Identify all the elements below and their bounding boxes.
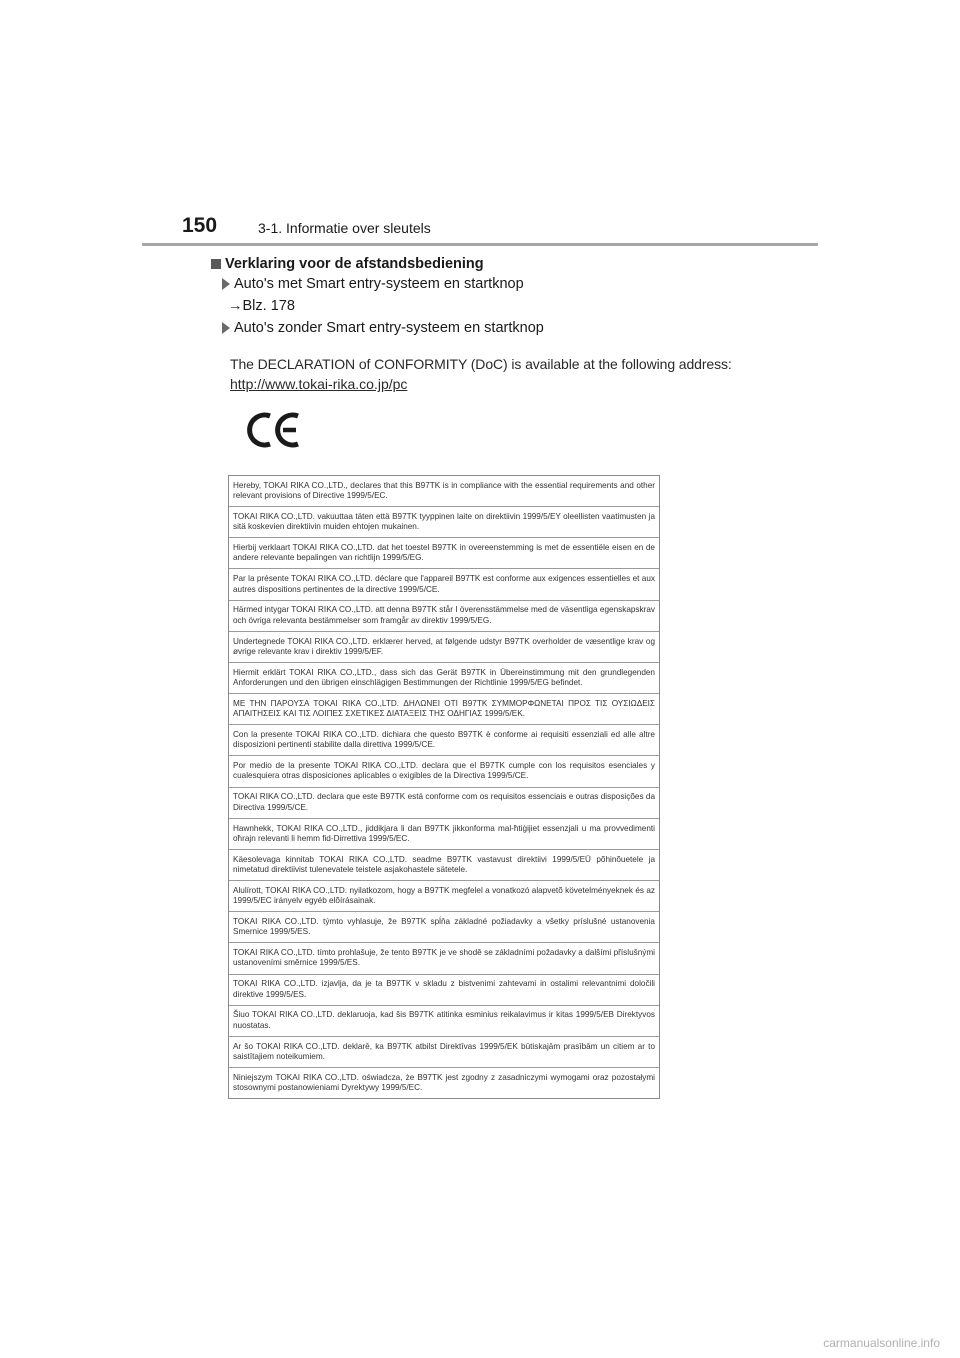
declaration-row xyxy=(229,632,659,663)
page-reference: →Blz. 178 xyxy=(228,298,295,314)
declaration-row-text: Por medio de la presente TOKAI RIKA CO.,LTD. declara que el B97TK cumple con los requisitos esenciales y cualesquiera otras disposiciones aplicables o exigibles de la Directiva 1999/5/CE. xyxy=(233,761,655,781)
declaration-row-text: ΜΕ ΤΗΝ ΠΑΡΟΥΣΑ TOKAI RIKA CO.,LTD. ΔΗΛΩΝΕΙ ΟΤΙ B97TK ΣΥΜΜΟΡΦΩΝΕΤΑΙ ΠΡΟΣ ΤΙΣ ΟΥΣΙΩΔΕΙΣ ΑΠΑΙΤΗΣΕΙΣ ΚΑΙ ΤΙΣ ΛΟΙΠΕΣ ΣΧΕΤΙΚΕΣ ΔΙΑΤΑΞΕΙΣ ΤΗΣ ΟΔΗΓΙΑΣ 1999/5/ΕΚ. xyxy=(233,698,655,719)
declaration-row-text: Alulírott, TOKAI RIKA CO.,LTD. nyilatkozom, hogy a B97TK megfelel a vonatkozó alapvetõ követelményeknek és az 1999/5/EC irányelv egyéb elõírásainak. xyxy=(233,885,655,906)
declaration-row xyxy=(229,1068,659,1098)
declaration-row-text: Hawnhekk, TOKAI RIKA CO.,LTD., jiddikjara li dan B97TK jikkonforma mal-ħtiġijiet essenzjali u ma provvedimenti oħrajn relevanti li hemm fid-Dirrettiva 1999/5/EC. xyxy=(233,823,655,843)
header-divider xyxy=(142,243,818,246)
declaration-row xyxy=(229,819,659,850)
conformity-declarations-table xyxy=(228,475,660,1099)
declaration-row xyxy=(229,943,659,974)
declaration-row-text: Hierbij verklaart TOKAI RIKA CO.,LTD. dat het toestel B97TK in overeenstemming is met de essentiële eisen en de andere relevante bepalingen van richtlijn 1999/5/EG. xyxy=(233,543,655,563)
declaration-row xyxy=(229,1006,659,1037)
declaration-row xyxy=(229,538,659,569)
declaration-row-text: Con la presente TOKAI RIKA CO.,LTD. dichiara che questo B97TK è conforme ai requisiti essenziali ed alle altre disposizioni pertinenti stabilite dalla direttiva 1999/5/CE. xyxy=(233,730,655,750)
declaration-row xyxy=(229,663,659,694)
bullet-item-no-smart-entry xyxy=(222,320,544,336)
declaration-row-text: Hereby, TOKAI RIKA CO.,LTD., declares that this B97TK is in compliance with the essential requirements and other relevant provisions of Directive 1999/5/EC. xyxy=(233,480,655,501)
heading-text: Verklaring voor de afstandsbediening xyxy=(225,256,484,272)
declaration-row xyxy=(229,1037,659,1068)
declaration-row-text: Niniejszym TOKAI RIKA CO.,LTD. oświadcza, że B97TK jest zgodny z zasadniczymi wymogami oraz pozostałymi stosownymi postanowieniami Dyrektywy 1999/5/EC. xyxy=(233,1072,655,1093)
declaration-row xyxy=(229,601,659,632)
square-bullet-icon xyxy=(211,259,221,269)
bullet-item-smart-entry xyxy=(222,276,524,292)
declaration-row-text: TOKAI RIKA CO.,LTD. izjavlja, da je ta B97TK v skladu z bistvenimi zahtevami in ostalimi relevantnimi določili direktive 1999/5/ES. xyxy=(233,979,655,999)
declaration-row-text: Hiermit erklärt TOKAI RIKA CO.,LTD., dass sich das Gerät B97TK in Übereinstimmung mit den grundlegenden Anforderungen und den übrigen einschlägigen Bestimmungen der Richtlinie 1999/5/EG befindet. xyxy=(233,667,655,688)
watermark: carmanualsonline.info xyxy=(823,1336,940,1350)
declaration-row xyxy=(229,850,659,881)
declaration-row-text: Undertegnede TOKAI RIKA CO.,LTD. erklærer herved, at følgende udstyr B97TK overholder de væsentlige krav og øvrige relevante krav i direktiv 1999/5/EF. xyxy=(233,636,655,656)
page-number: 150 xyxy=(182,214,218,237)
section-heading xyxy=(211,256,484,272)
declaration-row xyxy=(229,725,659,756)
declaration-row-text: TOKAI RIKA CO.,LTD. declara que este B97TK está conforme com os requisitos essenciais e outras disposições da Directiva 1999/5/CE. xyxy=(233,792,655,812)
bullet-text: Auto's zonder Smart entry-systeem en startknop xyxy=(234,320,544,336)
triangle-bullet-icon xyxy=(222,278,230,290)
declaration-row-text: Härmed intygar TOKAI RIKA CO.,LTD. att denna B97TK står I överensstämmelse med de väsentliga egenskapskrav och övriga relevanta bestämmelser som framgår av direktiv 1999/5/EG. xyxy=(233,605,655,625)
section-header: 3-1. Informatie over sleutels xyxy=(258,220,431,236)
bullet-text: Auto's met Smart entry-systeem en startknop xyxy=(234,276,524,292)
declaration-row xyxy=(229,507,659,538)
doc-url-link[interactable]: http://www.tokai-rika.co.jp/pc xyxy=(230,376,408,392)
declaration-text: The DECLARATION of CONFORMITY (DoC) is available at the following address: xyxy=(230,356,732,372)
declaration-row-text: TOKAI RIKA CO.,LTD. tímto prohlašuje, že tento B97TK je ve shodě se základními požadavky a dalšími příslušnými ustanoveními směrnice 1999/5/ES. xyxy=(233,948,655,968)
declaration-row xyxy=(229,881,659,912)
declaration-row-text: Par la présente TOKAI RIKA CO.,LTD. déclare que l'appareil B97TK est conforme aux exigences essentielles et aux autres dispositions pertinentes de la directive 1999/5/CE. xyxy=(233,574,655,594)
declaration-row-text: TOKAI RIKA CO.,LTD. vakuuttaa täten että B97TK tyyppinen laite on direktiivin 1999/5/EY oleellisten vaatimusten ja sitä koskevien direktiivin muiden ehtojen mukainen. xyxy=(233,511,655,532)
declaration-row-text: Šiuo TOKAI RIKA CO.,LTD. deklaruoja, kad šis B97TK atitinka esminius reikalavimus ir kitas 1999/5/EB Direktyvos nuostatas. xyxy=(233,1010,655,1030)
declaration-row-text: Käesolevaga kinnitab TOKAI RIKA CO.,LTD. seadme B97TK vastavust direktiivi 1999/5/EÜ põhinõuetele ja nimetatud direktiivist tulenevatele teistele asjakohastele sätetele. xyxy=(233,854,655,874)
declaration-row-text: TOKAI RIKA CO.,LTD. týmto vyhlasuje, že B97TK spĺňa základné požiadavky a všetky príslušné ustanovenia Smernice 1999/5/ES. xyxy=(233,916,655,937)
declaration-row xyxy=(229,756,659,787)
declaration-row xyxy=(229,694,659,725)
declaration-row xyxy=(229,975,659,1006)
declaration-row xyxy=(229,476,659,507)
declaration-row xyxy=(229,788,659,819)
declaration-row-text: Ar šo TOKAI RIKA CO.,LTD. deklarē, ka B97TK atbilst Direktīvas 1999/5/EK būtiskajām prasībām un citiem ar to saistītajiem noteikumiem. xyxy=(233,1041,655,1061)
triangle-bullet-icon xyxy=(222,322,230,334)
declaration-row xyxy=(229,912,659,943)
ce-mark-icon xyxy=(246,410,304,455)
declaration-row xyxy=(229,569,659,600)
